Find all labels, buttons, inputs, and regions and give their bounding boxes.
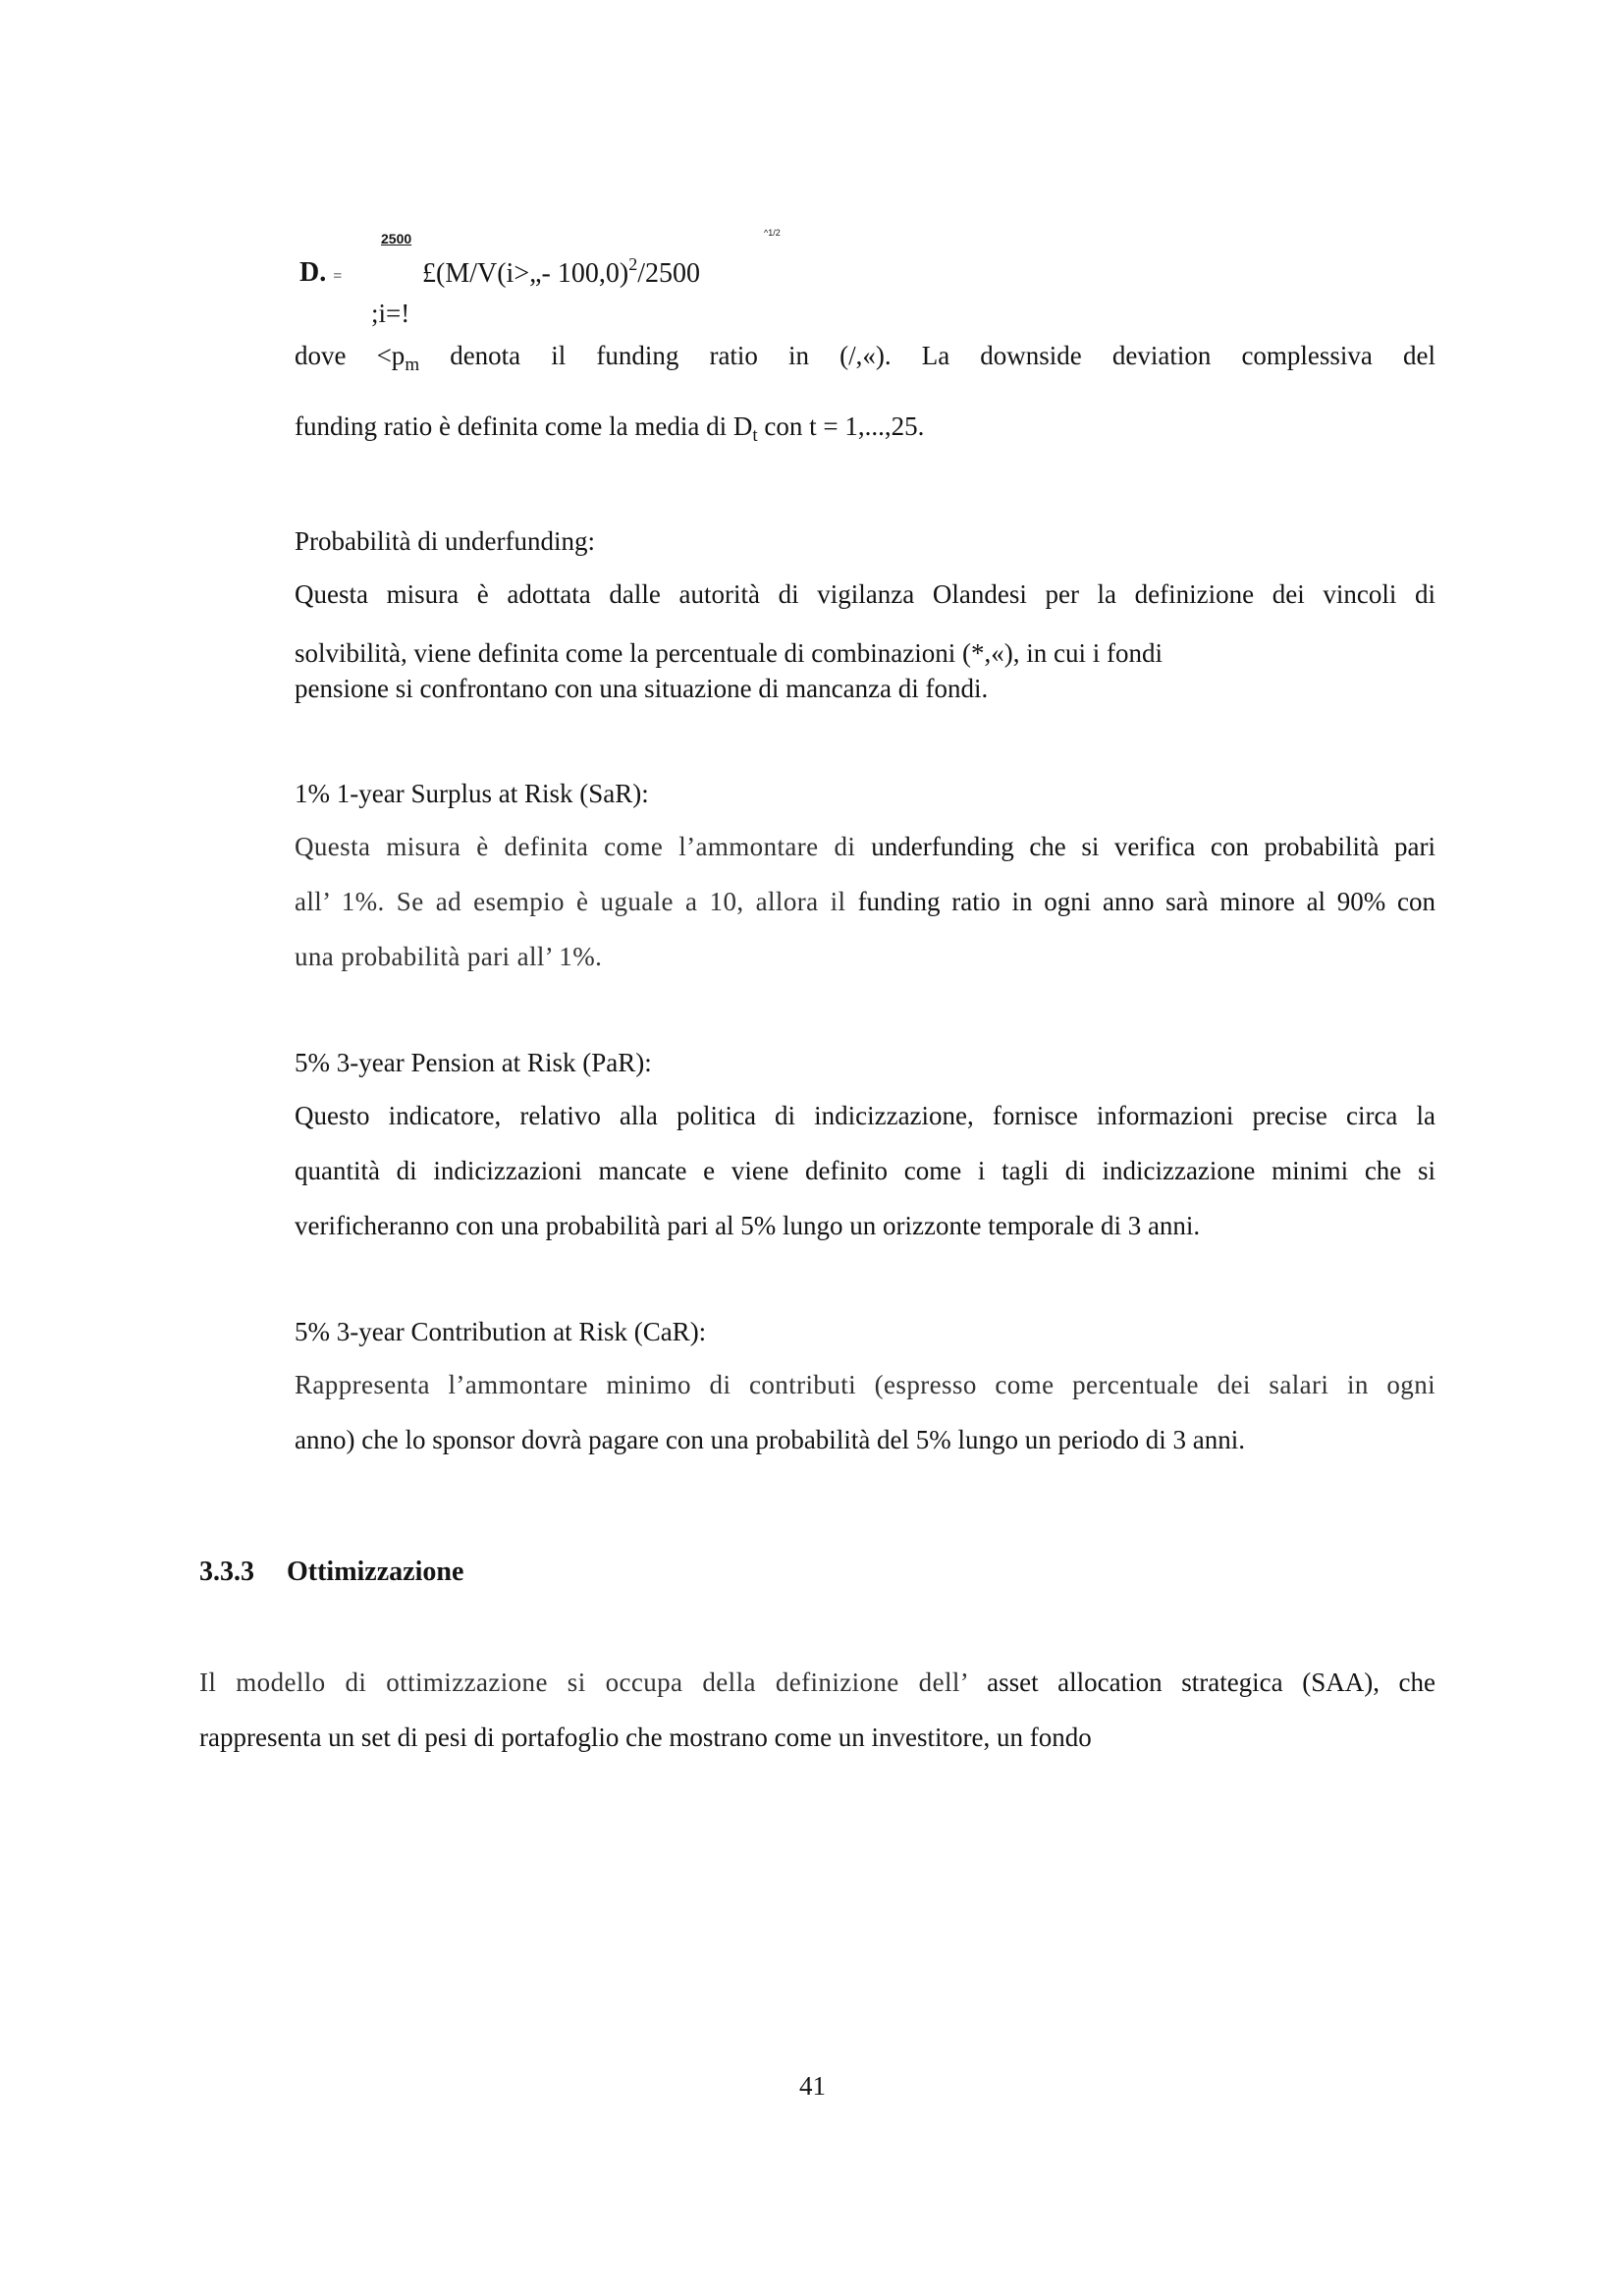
paragraph-line <box>295 410 924 452</box>
text-span: asset allocation strategica (SAA), che <box>987 1667 1436 1697</box>
paragraph-line: Rappresenta l’ammontare minimo di contributi (espresso come percentuale dei salari in ogni <box>295 1370 1435 1399</box>
subscript: t <box>752 425 758 446</box>
paragraph-line <box>199 1667 1435 1698</box>
formula-equals: = <box>333 268 343 285</box>
paragraph-line: anno) che lo sponsor dovrà pagare con una probabilità del 5% lungo un periodo di 3 anni. <box>295 1425 1245 1454</box>
section-title-underfunding: Probabilità di underfunding: <box>295 526 595 556</box>
paragraph-line: verificheranno con una probabilità pari al 5% lungo un orizzonte temporale di 3 anni. <box>295 1211 1201 1240</box>
formula-lhs-symbol: D. <box>299 257 327 288</box>
section-title-sar: 1% 1-year Surplus at Risk (SaR): <box>295 779 649 808</box>
formula-body-sup: 2 <box>628 254 638 274</box>
formula-lhs <box>299 257 342 289</box>
formula-body-tail: /2500 <box>637 258 700 289</box>
paragraph-line: Questa misura è adottata dalle autorità di vigilanza Olandesi per la definizione dei vincoli di <box>295 579 1435 609</box>
formula-upper-limit: 2500 <box>381 231 412 246</box>
section-heading-number: 3.3.3 <box>199 1557 254 1587</box>
paragraph-line: una probabilità pari all’ 1%. <box>295 942 603 971</box>
section-title-par: 5% 3-year Pension at Risk (PaR): <box>295 1048 652 1077</box>
section-heading <box>199 1557 463 1588</box>
section-title-car: 5% 3-year Contribution at Risk (CaR): <box>295 1317 707 1346</box>
text-span: Questa misura è definita come l’ammontare di <box>295 832 872 861</box>
formula-body-main: £(M/V(i>„- 100,0) <box>422 258 629 289</box>
formula-exponent: ^1/2 <box>764 228 781 238</box>
paragraph-line <box>295 340 1435 381</box>
paragraph-line <box>295 886 1435 917</box>
paragraph-line <box>295 831 1435 862</box>
text-span: denota il funding ratio in (/,«). La downside deviation complessiva del <box>419 341 1435 370</box>
text-span: underfunding che si verifica con probabilità pari <box>871 832 1435 861</box>
formula-lower-limit: ;i=! <box>371 299 410 328</box>
text-span: dove <p <box>295 341 406 370</box>
text-span: con t = 1,...,25. <box>757 411 925 441</box>
formula-body <box>422 254 700 290</box>
text-span: funding ratio è definita come la media di D <box>295 411 753 441</box>
text-span: Il modello di ottimizzazione si occupa della definizione dell’ <box>199 1667 988 1697</box>
section-heading-title: Ottimizzazione <box>287 1557 464 1587</box>
paragraph-line: solvibilità, viene definita come la percentuale di combinazioni (*,«), in cui i fondi <box>295 638 1163 668</box>
page-number: 41 <box>799 2071 826 2101</box>
paragraph-line: rappresenta un set di pesi di portafoglio che mostrano come un investitore, un fondo <box>199 1722 1092 1752</box>
subscript: m <box>405 355 420 375</box>
paragraph-line: quantità di indicizzazioni mancate e viene definito come i tagli di indicizzazione minimi che si <box>295 1156 1435 1185</box>
paragraph-line: Questo indicatore, relativo alla politica di indicizzazione, fornisce informazioni precise circa la <box>295 1101 1435 1130</box>
text-span: funding ratio in ogni anno sarà minore al 90% con <box>857 887 1435 916</box>
paragraph-line: pensione si confrontano con una situazione di mancanza di fondi. <box>295 674 989 703</box>
text-span: all’ 1%. Se ad esempio è uguale a 10, allora il <box>295 887 858 916</box>
